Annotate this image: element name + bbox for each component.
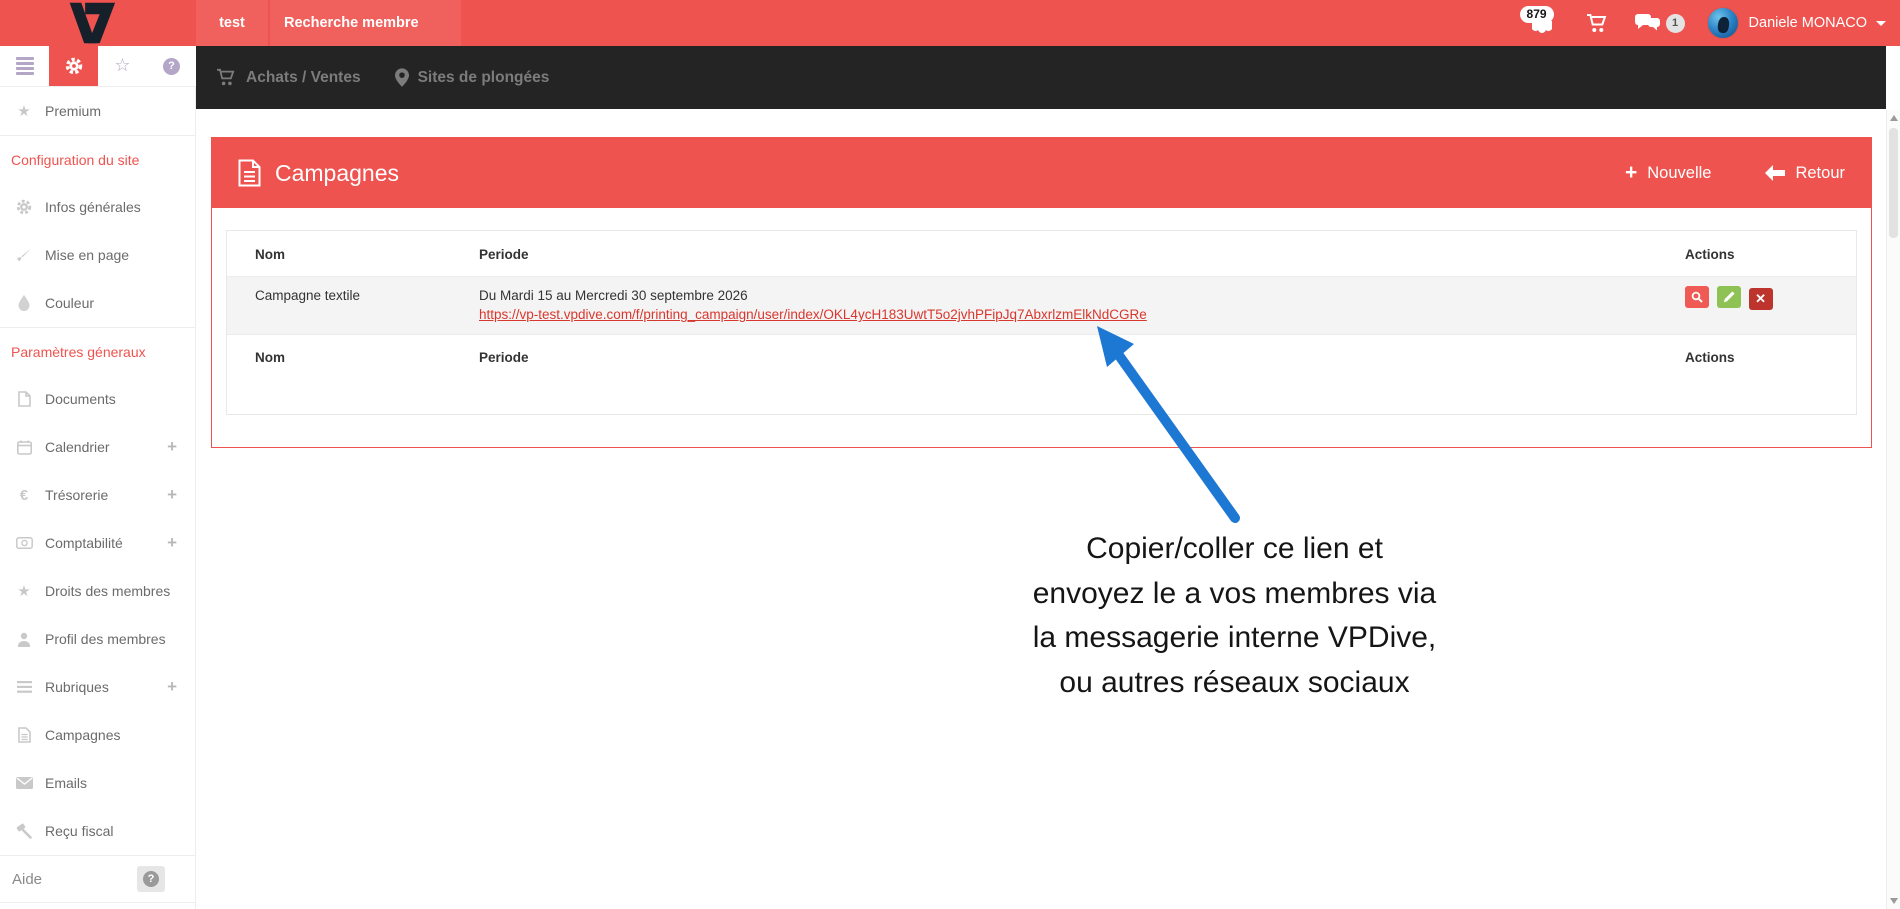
campaign-actions-cell	[1681, 277, 1856, 335]
arrow-annotation	[1085, 322, 1250, 527]
map-pin-icon	[395, 68, 409, 87]
nav-achats-ventes[interactable]	[216, 68, 361, 87]
search-input[interactable]	[284, 15, 481, 31]
sidebar-label: Premium	[45, 103, 102, 119]
file-icon	[14, 391, 34, 407]
plus-icon: +	[1624, 161, 1638, 184]
messages-icon[interactable]	[1635, 14, 1661, 33]
table-row	[227, 277, 1856, 335]
sidebar-label: Reçu fiscal	[45, 823, 114, 839]
edit-button[interactable]	[1717, 286, 1741, 308]
sidebar-item-calendrier[interactable]	[0, 423, 195, 471]
premium-star-icon: ★	[17, 102, 31, 120]
envelope-icon	[14, 777, 34, 789]
rosette-icon	[1529, 21, 1555, 39]
back-button-label: Retour	[1795, 163, 1845, 182]
sidebar-label: Trésorerie	[45, 487, 109, 503]
droplet-icon	[14, 295, 34, 311]
expand-plus-icon[interactable]: +	[167, 485, 177, 504]
achievements-count-badge: 879	[1520, 6, 1554, 23]
secondary-nav	[196, 46, 1886, 109]
table-footer-row	[227, 335, 1856, 380]
sidebar-label: Aide	[12, 870, 43, 888]
workspace-button[interactable]: test	[196, 0, 268, 46]
sidebar-item-documents[interactable]	[0, 375, 195, 423]
sidebar-tabstrip	[0, 46, 196, 87]
sidebar-label: Couleur	[45, 295, 95, 311]
table-header-row	[227, 231, 1856, 277]
euro-icon: €	[19, 486, 29, 504]
menu-icon	[16, 57, 34, 75]
campagnes-panel	[211, 137, 1872, 448]
calendar-icon	[14, 440, 34, 455]
sidebar-item-mise-en-page[interactable]	[0, 231, 195, 279]
member-search	[270, 0, 461, 46]
star-icon: ★	[17, 582, 31, 600]
sidebar-item-recu-fiscal[interactable]	[0, 807, 195, 855]
help-icon: ?	[163, 58, 180, 75]
annotation-line: la messagerie interne VPDive,	[1032, 621, 1437, 654]
expand-plus-icon[interactable]: +	[167, 437, 177, 456]
footer-header-actions: Actions	[1685, 350, 1735, 365]
sidebar-item-emails[interactable]	[0, 759, 195, 807]
arrow-left-icon	[1765, 165, 1785, 181]
column-header-nom: Nom	[255, 247, 285, 262]
page-title-text: Campagnes	[275, 159, 400, 186]
expand-plus-icon[interactable]: +	[167, 677, 177, 696]
vertical-scrollbar[interactable]	[1886, 110, 1900, 909]
view-button[interactable]	[1685, 286, 1709, 308]
nav-sites-de-plongees[interactable]	[395, 68, 550, 87]
campaigns-table-card	[226, 230, 1857, 415]
tab-help[interactable]	[147, 46, 196, 86]
sidebar-label: Comptabilité	[45, 535, 123, 551]
sidebar-heading-configuration	[0, 135, 195, 183]
sidebar	[0, 87, 196, 909]
annotation-line: ou autres réseaux sociaux	[1059, 665, 1410, 699]
campaign-name-cell: Campagne textile	[255, 288, 361, 303]
expand-plus-icon[interactable]: +	[167, 533, 177, 552]
brush-icon	[14, 247, 34, 263]
page-title	[238, 159, 399, 187]
sidebar-item-profil-des-membres[interactable]	[0, 615, 195, 663]
sidebar-heading-parametres	[0, 327, 195, 375]
document-icon	[14, 727, 34, 743]
sidebar-item-campagnes[interactable]	[0, 711, 195, 759]
messages-count-badge: 1	[1666, 14, 1685, 33]
annotation-line: envoyez le a vos membres via	[1032, 576, 1437, 610]
document-icon	[238, 159, 261, 187]
gear-icon	[65, 57, 83, 75]
scroll-down-icon[interactable]	[1890, 898, 1898, 904]
sidebar-label: Infos générales	[45, 199, 141, 215]
campaign-period: Du Mardi 15 au Mercredi 30 septembre 2026	[479, 288, 748, 303]
new-button-label: Nouvelle	[1647, 163, 1712, 182]
vpdive-logo[interactable]	[60, 1, 118, 45]
list-icon	[14, 681, 34, 693]
panel-header	[212, 138, 1871, 208]
tab-favorites[interactable]	[98, 46, 147, 86]
topbar	[0, 0, 1900, 46]
sidebar-item-rubriques[interactable]	[0, 663, 195, 711]
sidebar-item-premium[interactable]	[0, 87, 195, 135]
sidebar-heading-label: Paramètres géneraux	[11, 343, 146, 360]
tab-menu[interactable]	[0, 46, 49, 86]
sidebar-item-droits-des-membres[interactable]	[0, 567, 195, 615]
new-button[interactable]	[1625, 163, 1711, 183]
campaign-period-cell	[451, 277, 1681, 335]
sidebar-label: Campagnes	[45, 727, 121, 743]
column-header-periode: Periode	[479, 247, 529, 262]
campaign-link[interactable]: https://vp-test.vpdive.com/f/printing_campaign/user/index/OKL4ycH183UwtT5o2jvhPFipJq7AbxrlzmElkNdCGRe	[479, 307, 1147, 322]
achievements-icon[interactable]	[1520, 3, 1570, 43]
help-icon: ?	[143, 871, 159, 887]
footer-header-nom: Nom	[255, 350, 285, 365]
scrollbar-thumb[interactable]	[1889, 128, 1898, 238]
sidebar-label: Profil des membres	[45, 631, 166, 647]
help-button[interactable]	[137, 866, 165, 892]
caret-down-icon[interactable]	[1876, 21, 1886, 26]
footer-header-periode: Periode	[479, 350, 529, 365]
column-header-actions: Actions	[1685, 247, 1735, 262]
sidebar-item-aide	[0, 855, 195, 903]
sidebar-item-tresorerie[interactable]	[0, 471, 195, 519]
avatar[interactable]	[1707, 7, 1739, 39]
annotation-line: Copier/coller ce lien et	[1086, 532, 1383, 565]
star-icon: ☆	[114, 55, 131, 76]
sidebar-label: Mise en page	[45, 247, 130, 263]
nav-label: Sites de plongées	[417, 68, 550, 86]
sidebar-heading-label: Configuration du site	[11, 151, 140, 168]
annotation-text	[982, 527, 1487, 705]
sidebar-label: Rubriques	[45, 679, 109, 695]
sidebar-label: Emails	[45, 775, 88, 791]
sidebar-item-infos-generales[interactable]	[0, 183, 195, 231]
sidebar-label: Calendrier	[45, 439, 110, 455]
user-name[interactable]: Daniele MONACO	[1748, 15, 1867, 31]
edit-icon	[1723, 291, 1735, 303]
banknote-icon	[14, 537, 34, 549]
sidebar-label: Droits des membres	[45, 583, 171, 599]
tab-settings[interactable]	[49, 46, 98, 86]
view-icon	[1691, 291, 1703, 303]
person-icon	[14, 632, 34, 647]
delete-icon: ✕	[1755, 291, 1766, 306]
campaigns-table	[227, 231, 1856, 379]
cart-icon[interactable]	[1586, 13, 1609, 34]
sidebar-label: Documents	[45, 391, 116, 407]
sidebar-item-couleur[interactable]	[0, 279, 195, 327]
nav-label: Achats / Ventes	[246, 68, 361, 86]
delete-button[interactable]	[1749, 288, 1773, 310]
sidebar-item-comptabilite[interactable]	[0, 519, 195, 567]
cart-icon	[216, 68, 237, 87]
scroll-up-icon[interactable]	[1890, 115, 1898, 121]
gear-icon	[14, 199, 34, 215]
back-button[interactable]	[1765, 164, 1845, 183]
gavel-icon	[14, 823, 34, 839]
